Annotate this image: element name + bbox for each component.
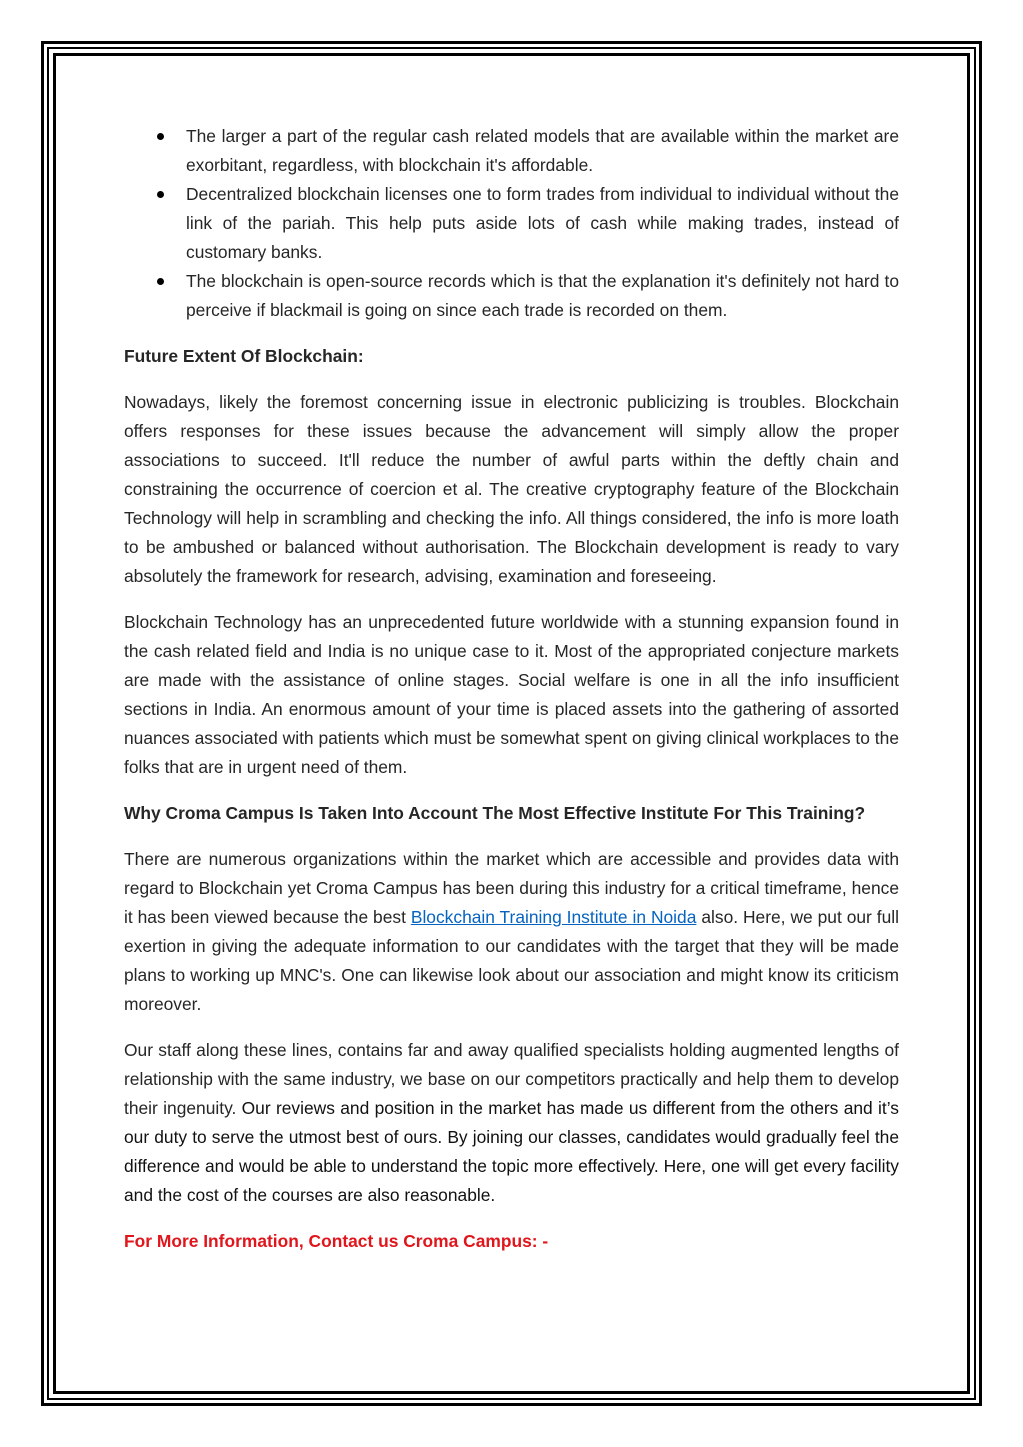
bullet-dot-icon bbox=[157, 191, 164, 198]
paragraph-future-1: Nowadays, likely the foremost concerning issue in electronic publicizing is troubles. Blockchain offers responses for these issues because the advancement will simply allow the proper associations to succeed. It'll reduce the number of awful parts within the deftly chain and constraining the occurrence of coercion et al. The creative cryptography feature of the Blockchain Technology will help in scrambling and checking the info. All things considered, the info is more loath to be ambushed or balanced without authorisation. The Blockchain development is ready to vary absolutely the framework for research, advising, examination and foreseeing. bbox=[124, 392, 899, 586]
paragraph-text: Our reviews and position in the market has made us different from the others and it’s our duty to serve the utmost best of ours. By joining our classes, candidates would gradually feel the difference and would be able to understand the topic more effectively. Here, one will get every facility and the cost of the courses are also reasonable. bbox=[124, 1098, 899, 1205]
bullet-dot-icon bbox=[157, 133, 164, 140]
list-item bbox=[124, 122, 899, 180]
list-item-text: Decentralized blockchain licenses one to form trades from individual to individual without the link of the pariah. This help puts aside lots of cash while making trades, instead of customary banks. bbox=[186, 184, 899, 262]
paragraph-staff bbox=[124, 1036, 899, 1210]
bullet-dot-icon bbox=[157, 278, 164, 285]
training-institute-link[interactable]: Blockchain Training Institute in Noida bbox=[410, 907, 697, 927]
paragraph-text: also. Here, we put our full exertion in giving the adequate information to our candidates with the target that they will be made plans to working up MNC's. One can likewise look about our association and might know its criticism moreover. bbox=[124, 907, 899, 1014]
contact-line: For More Information, Contact us Croma Campus: - bbox=[124, 1231, 549, 1251]
paragraph-text: Our staff along these lines, contains far and away qualified specialists holding augmented lengths of relationship with the same industry, we base on our competitors practically and help them to develop their ingenuity. bbox=[124, 1040, 899, 1118]
list-item bbox=[124, 180, 899, 267]
paragraph-why-croma bbox=[124, 845, 899, 1019]
paragraph-text: There are numerous organizations within the market which are accessible and provides data with regard to Blockchain yet Croma Campus has been during this industry for a critical timeframe, hence it has been viewed because the best bbox=[124, 849, 899, 927]
list-item-text: The blockchain is open-source records which is that the explanation it's definitely not hard to perceive if blackmail is going on since each trade is recorded on them. bbox=[186, 271, 899, 320]
paragraph-future-2: Blockchain Technology has an unprecedented future worldwide with a stunning expansion found in the cash related field and India is no unique case to it. Most of the appropriated conjecture markets are made with the assistance of online stages. Social welfare is one in all the info insufficient sections in India. An enormous amount of your time is placed assets into the gathering of assorted nuances associated with patients which must be somewhat spent on giving clinical workplaces to the folks that are in urgent need of them. bbox=[124, 612, 899, 777]
heading-why-croma: Why Croma Campus Is Taken Into Account The Most Effective Institute For This Training? bbox=[124, 803, 866, 823]
list-item bbox=[124, 267, 899, 325]
heading-future-extent: Future Extent Of Blockchain: bbox=[124, 346, 364, 366]
list-item-text: The larger a part of the regular cash related models that are available within the market are exorbitant, regardless, with blockchain it's affordable. bbox=[186, 126, 899, 175]
bullet-list bbox=[124, 122, 899, 325]
document-body bbox=[124, 122, 899, 1256]
